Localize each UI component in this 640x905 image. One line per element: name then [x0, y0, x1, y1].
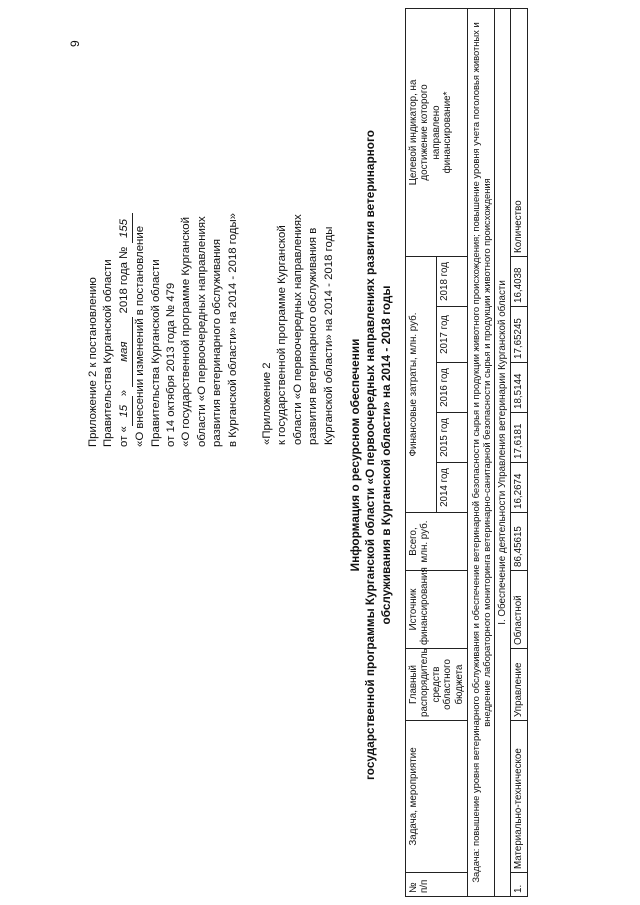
- table-row: [511, 8, 527, 896]
- reference-line: «Приложение 2: [261, 362, 273, 445]
- appendix-line: области «О первоочередных направлениях: [195, 216, 208, 447]
- date-prefix: от «: [117, 426, 130, 447]
- cell-task: Материально-техническое: [511, 721, 527, 873]
- appendix-line: «О внесении изменений в постановление: [134, 225, 147, 447]
- header-year: 2014 год: [437, 463, 468, 513]
- document-title: [348, 75, 394, 835]
- reference-line: Курганской области» на 2014 - 2018 годы: [322, 226, 335, 445]
- header-target: Целевой индикатор, на достижение которого направлено финансирование*: [406, 8, 468, 256]
- appendix-line: «О государственной программе Курганской: [180, 217, 193, 447]
- section-title: I. Обеспечение деятельности Управления ветеринарии Курганской области: [495, 8, 511, 896]
- header-year: 2017 год: [437, 307, 468, 363]
- appendix-line: Правительства Курганской области: [149, 259, 162, 447]
- date-mid: »: [117, 389, 130, 397]
- header-manager: Главный распорядитель средств областного бюджета: [406, 649, 468, 721]
- handwritten-day: 15: [117, 396, 133, 426]
- resource-table: [405, 8, 528, 897]
- cell-2017: 17,65245: [511, 307, 527, 363]
- reference-block: [260, 25, 337, 445]
- appendix-line: в Курганской области» на 2014 - 2018 годы»: [226, 213, 239, 447]
- header-year: 2016 год: [437, 363, 468, 413]
- appendix-block: [86, 27, 241, 447]
- header-num: № п/п: [406, 873, 468, 897]
- appendix-line: Правительства Курганской области: [102, 259, 115, 447]
- header-source: Источник финансирования: [406, 571, 468, 649]
- section-row: [495, 8, 511, 896]
- cell-2018: 16,4038: [511, 256, 527, 306]
- cell-target: Количество: [511, 8, 527, 256]
- header-row: [406, 8, 437, 896]
- reference-line: области «О первоочередных направлениях: [291, 214, 304, 445]
- header-task: Задача, мероприятие: [406, 721, 468, 873]
- title-line: Информация о ресурсном обеспечении: [348, 338, 362, 572]
- title-line: обслуживания в Курганской области» на 2014 - 2018 годы: [378, 285, 393, 625]
- handwritten-number: 155: [117, 213, 133, 243]
- header-costs: Финансовые затраты, млн. руб.: [406, 256, 437, 512]
- title-line: государственной программы Курганской области «О первоочередных направлениях развития ветеринарного: [363, 130, 378, 780]
- header-year: 2015 год: [437, 413, 468, 463]
- appendix-line: Приложение 2 к постановлению: [87, 277, 99, 447]
- reference-line: развития ветеринарного обслуживания в: [307, 227, 320, 445]
- cell-manager: Управление: [511, 649, 527, 721]
- handwritten-month: мая: [117, 317, 133, 387]
- cell-source: Областной: [511, 571, 527, 649]
- date-year: 2018 года №: [117, 246, 130, 314]
- header-total: Всего, млн. руб.: [406, 513, 468, 571]
- task-row: [468, 8, 495, 896]
- header-year: 2018 год: [437, 256, 468, 306]
- appendix-line: от 14 октября 2013 года № 479: [165, 282, 178, 447]
- reference-line: к государственной программе Курганской: [276, 225, 289, 445]
- cell-num: 1.: [511, 873, 527, 897]
- appendix-line: развития ветеринарного обслуживания: [211, 238, 224, 447]
- cell-total: 86,45615: [511, 513, 527, 571]
- cell-2014: 16,2674: [511, 463, 527, 513]
- task-description: Задача: повышение уровня ветеринарного обслуживания и обеспечение ветеринарной безопасности сырья и продукции животного происхождения; повышение уровня учета поголовья животных и внедрение лабораторного мониторинга ветеринарно-санитарной безопасности сырья и продукции животного происхождения: [468, 8, 495, 896]
- appendix-date-line: [117, 27, 133, 447]
- cell-2016: 18,5144: [511, 363, 527, 413]
- page-number: 9: [68, 40, 82, 47]
- cell-2015: 17,6181: [511, 413, 527, 463]
